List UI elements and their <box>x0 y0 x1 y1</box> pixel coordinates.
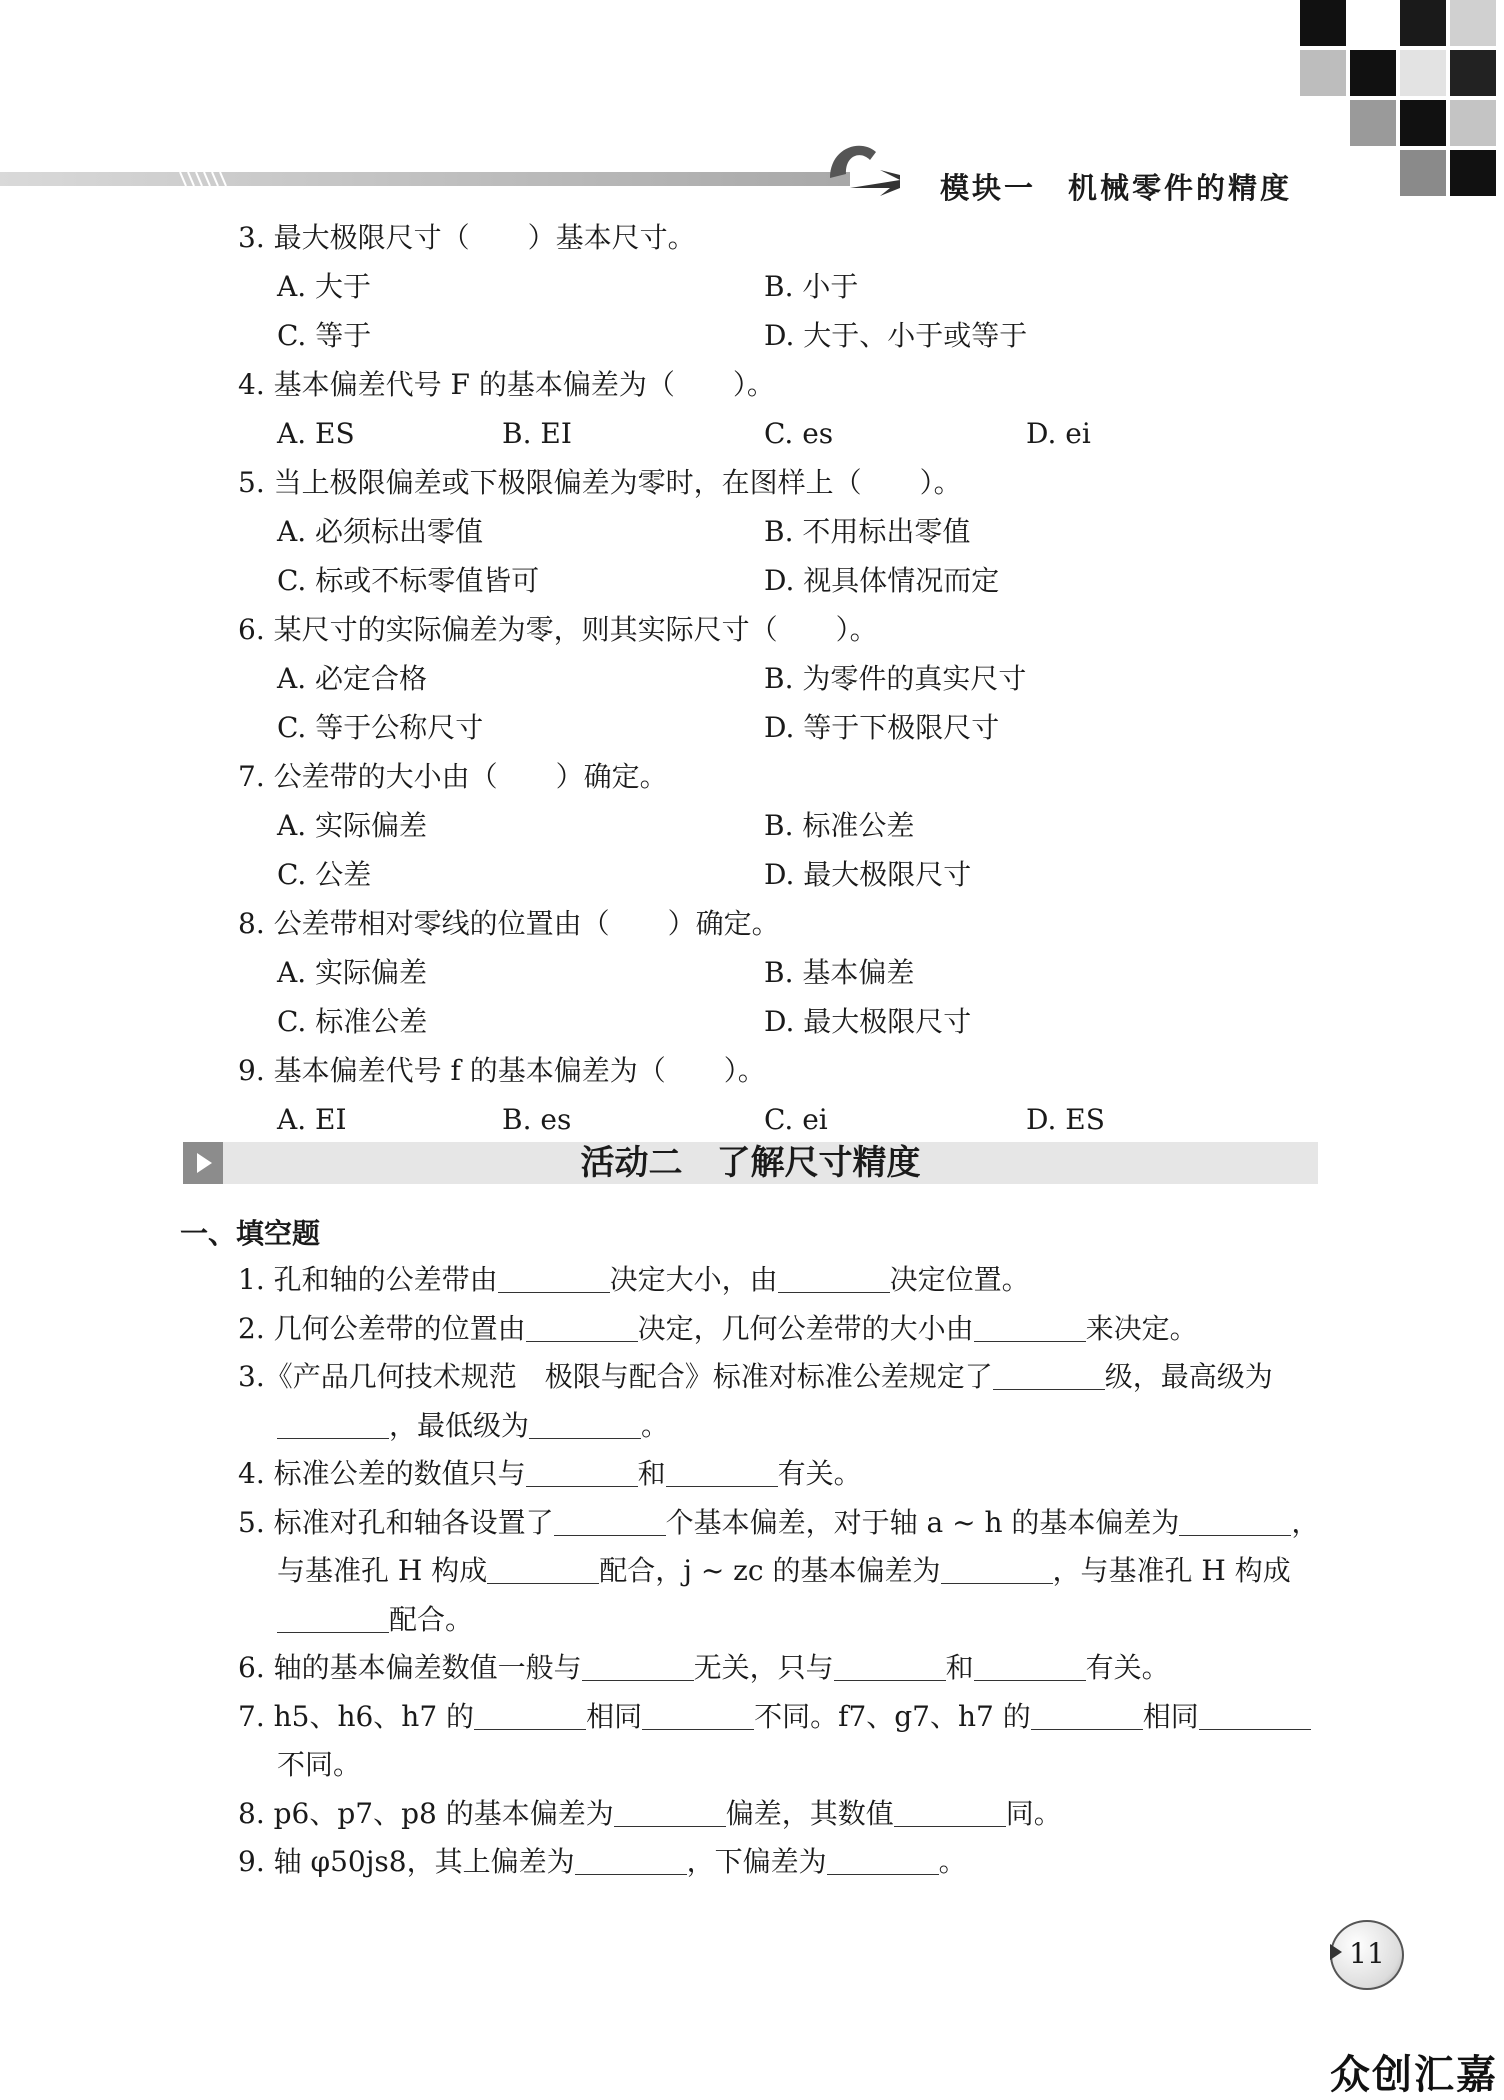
fill-question-text: 有关。 <box>1085 1651 1170 1684</box>
answer-blank[interactable] <box>498 1264 610 1293</box>
answer-blank[interactable] <box>526 1458 638 1487</box>
option-a[interactable]: A. ES <box>277 417 355 450</box>
page-arrow-icon <box>1330 1944 1342 1960</box>
activity-title: 活动二 了解尺寸精度 <box>580 1143 921 1183</box>
module-title: 模块一 机械零件的精度 <box>940 171 1293 205</box>
fill-question-text: 相同 <box>586 1699 643 1733</box>
answer-blank[interactable] <box>1199 1701 1311 1730</box>
option-a[interactable]: A. 实际偏差 <box>277 956 428 989</box>
option-d[interactable]: D. 视具体情况而定 <box>764 564 1000 597</box>
fill-question-text: 4. 标准公差的数值只与 <box>238 1457 526 1490</box>
fill-question-text: 6. 轴的基本偏差数值一般与 <box>238 1651 582 1684</box>
option-c[interactable]: C. 标或不标零值皆可 <box>277 564 540 597</box>
answer-blank[interactable] <box>834 1652 946 1681</box>
watermark-logo: 众创汇嘉 <box>1330 2052 1498 2098</box>
answer-blank[interactable] <box>827 1846 939 1875</box>
question-stem <box>238 367 775 403</box>
fill-question-text: ，下偏差为 <box>686 1845 827 1878</box>
fill-question-text: 不同。 <box>277 1748 362 1781</box>
fill-question-text: 2. 几何公差带的位置由 <box>238 1311 526 1345</box>
answer-blank[interactable] <box>554 1507 666 1536</box>
fill-question-text: 来决定。 <box>1085 1311 1198 1345</box>
page-number: 11 <box>1330 1920 1404 1990</box>
question-number: 9. <box>238 1054 265 1087</box>
fill-question-text: 决定大小，由 <box>609 1263 778 1296</box>
answer-blank[interactable] <box>666 1458 778 1487</box>
option-c[interactable]: C. 等于公称尺寸 <box>277 711 484 744</box>
question-number: 7. <box>238 760 265 793</box>
answer-blank[interactable] <box>974 1313 1086 1342</box>
fill-question-text: 8. p6、p7、p8 的基本偏差为 <box>238 1796 614 1830</box>
fill-question-text: 无关，只与 <box>693 1651 834 1684</box>
option-b[interactable]: B. es <box>502 1103 572 1136</box>
fill-question-line <box>238 1505 1319 1541</box>
answer-blank[interactable] <box>575 1846 687 1875</box>
fill-question-text: 有关。 <box>777 1457 862 1490</box>
answer-blank[interactable] <box>642 1701 754 1730</box>
question-stem <box>238 1053 766 1089</box>
fill-question-line <box>238 1650 1170 1686</box>
fill-question-text: 1. 孔和轴的公差带由 <box>238 1263 498 1296</box>
answer-blank[interactable] <box>894 1798 1006 1827</box>
question-text: 基本偏差代号 f 的基本偏差为（ <box>273 1054 666 1087</box>
fill-question-line <box>277 1602 473 1638</box>
fill-question-text: 个基本偏差，对于轴 a ~ h 的基本偏差为 <box>665 1505 1180 1539</box>
option-a[interactable]: A. 实际偏差 <box>277 809 428 842</box>
fill-question-text: 不同。f7、g7、h7 的 <box>754 1699 1031 1733</box>
question-number: 8. <box>238 907 265 940</box>
fill-question-text: 相同 <box>1142 1699 1199 1733</box>
option-d[interactable]: D. ES <box>1026 1103 1105 1136</box>
question-number: 3. <box>238 221 265 254</box>
fill-question-text: 级，最高级为 <box>1104 1360 1273 1393</box>
answer-blank[interactable] <box>614 1798 726 1827</box>
fill-question-text: 3.《产品几何技术规范 极限与配合》标准对标准公差规定了 <box>238 1360 993 1393</box>
option-d[interactable]: D. 最大极限尺寸 <box>764 858 972 891</box>
option-c[interactable]: C. es <box>764 417 834 450</box>
option-b[interactable]: B. 为零件的真实尺寸 <box>764 662 1027 695</box>
option-a[interactable]: A. 必须标出零值 <box>277 515 484 548</box>
option-d[interactable]: D. 最大极限尺寸 <box>764 1005 972 1038</box>
fill-question-text: 偏差，其数值 <box>725 1796 894 1830</box>
question-stem <box>238 465 962 501</box>
option-a[interactable]: A. 大于 <box>277 270 372 303</box>
question-text: ）。 <box>835 613 878 646</box>
fill-question-text: 和 <box>945 1651 974 1684</box>
option-b[interactable]: B. 标准公差 <box>764 809 915 842</box>
answer-blank[interactable] <box>941 1555 1053 1584</box>
question-number: 6. <box>238 613 265 646</box>
fill-question-line <box>277 1553 1291 1589</box>
question-text: ）。 <box>732 368 775 401</box>
answer-blank[interactable] <box>974 1652 1086 1681</box>
fill-question-text: ，最低级为 <box>389 1408 530 1442</box>
question-text: ）基本尺寸。 <box>527 221 696 254</box>
option-d[interactable]: D. 等于下极限尺寸 <box>764 711 1000 744</box>
answer-blank[interactable] <box>1031 1701 1143 1730</box>
question-text: ）。 <box>723 1054 766 1087</box>
fill-question-text: 和 <box>637 1457 666 1490</box>
option-a[interactable]: A. EI <box>277 1103 347 1136</box>
fill-question-text: 配合。 <box>389 1602 474 1636</box>
fill-question-line <box>238 1359 1273 1395</box>
section-title: 一、填空题 <box>180 1217 321 1250</box>
answer-blank[interactable] <box>582 1652 694 1681</box>
question-text: ）确定。 <box>555 760 668 793</box>
question-text: 最大极限尺寸（ <box>273 221 470 254</box>
question-text: 当上极限偏差或下极限偏差为零时，在图样上（ <box>273 466 862 499</box>
fill-question-text: 。 <box>641 1408 670 1442</box>
fill-question-line <box>238 1311 1198 1347</box>
answer-blank[interactable] <box>526 1313 638 1342</box>
option-b[interactable]: B. EI <box>502 417 572 450</box>
fill-question-text: ， <box>1291 1505 1320 1539</box>
option-c[interactable]: C. 等于 <box>277 319 372 352</box>
question-text: 公差带的大小由（ <box>273 760 498 793</box>
question-number: 4. <box>238 368 265 401</box>
fill-question-text: 5. 标准对孔和轴各设置了 <box>238 1505 554 1539</box>
header-checker-decoration <box>1300 0 1504 200</box>
option-b[interactable]: B. 小于 <box>764 270 859 303</box>
question-text: ）确定。 <box>667 907 780 940</box>
answer-blank[interactable] <box>993 1361 1105 1390</box>
option-c[interactable]: C. 公差 <box>277 858 372 891</box>
fill-question-line <box>238 1456 862 1492</box>
answer-blank[interactable] <box>277 1604 389 1633</box>
fill-question-text: 决定位置。 <box>889 1263 1030 1296</box>
option-b[interactable]: B. 基本偏差 <box>764 956 915 989</box>
fill-question-text: 9. 轴 φ50js8，其上偏差为 <box>238 1845 575 1878</box>
question-number: 5. <box>238 466 265 499</box>
fill-question-text: 配合，j ~ zc 的基本偏差为 <box>599 1554 941 1587</box>
fill-question-text: ，与基准孔 H 构成 <box>1052 1554 1291 1587</box>
option-c[interactable]: C. ei <box>764 1103 828 1136</box>
fill-question-line <box>238 1262 1030 1298</box>
question-text: 某尺寸的实际偏差为零，则其实际尺寸（ <box>273 613 778 646</box>
question-text: ）。 <box>919 466 962 499</box>
question-text: 基本偏差代号 F 的基本偏差为（ <box>273 368 675 401</box>
question-stem <box>238 220 696 256</box>
fill-question-text: 同。 <box>1005 1796 1062 1830</box>
answer-blank[interactable] <box>487 1555 599 1584</box>
question-stem <box>238 612 878 648</box>
answer-blank[interactable] <box>1179 1507 1291 1536</box>
fill-question-text: 。 <box>938 1845 967 1878</box>
header-bar-decoration <box>0 130 900 200</box>
fill-question-line <box>238 1844 967 1880</box>
answer-blank[interactable] <box>529 1410 641 1439</box>
fill-question-text: 决定，几何公差带的大小由 <box>637 1311 974 1345</box>
question-stem <box>238 906 780 942</box>
answer-blank[interactable] <box>474 1701 586 1730</box>
option-b[interactable]: B. 不用标出零值 <box>764 515 971 548</box>
fill-question-line <box>277 1408 669 1444</box>
answer-blank[interactable] <box>778 1264 890 1293</box>
fill-question-line <box>238 1796 1062 1832</box>
question-stem <box>238 759 668 795</box>
activity-banner <box>183 1142 1318 1184</box>
fill-question-line <box>238 1699 1311 1735</box>
fill-question-text: 7. h5、h6、h7 的 <box>238 1699 475 1733</box>
question-text: 公差带相对零线的位置由（ <box>273 907 610 940</box>
option-a[interactable]: A. 必定合格 <box>277 662 428 695</box>
option-d[interactable]: D. 大于、小于或等于 <box>764 319 1028 352</box>
fill-question-line <box>277 1747 361 1783</box>
answer-blank[interactable] <box>277 1410 389 1439</box>
fill-question-text: 与基准孔 H 构成 <box>277 1554 488 1587</box>
option-c[interactable]: C. 标准公差 <box>277 1005 428 1038</box>
option-d[interactable]: D. ei <box>1026 417 1091 450</box>
